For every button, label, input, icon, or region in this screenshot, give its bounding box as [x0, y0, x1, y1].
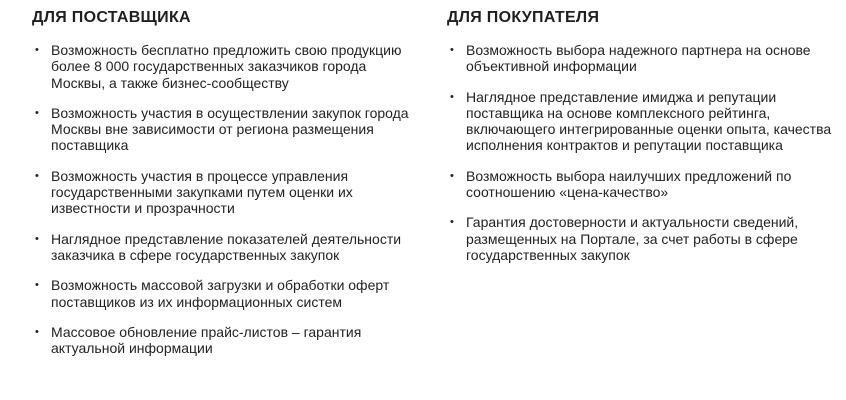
bullet: •: [450, 169, 454, 182]
list-item-text: Возможность массовой загрузки и обработки оферт поставщиков из их информационных систем: [51, 277, 390, 310]
buyer-column: [447, 0, 842, 277]
bullet: •: [35, 106, 39, 119]
supplier-column: [32, 0, 412, 370]
bullet: •: [35, 232, 39, 245]
bullet: •: [35, 44, 39, 56]
list-item: [447, 89, 842, 154]
list-item-text: Возможность участия в процессе управления государственными закупками путем оценки их известности и прозрачности: [51, 167, 353, 217]
bullet: •: [450, 44, 454, 56]
list-item-text: Гарантия достоверности и актуальности сведений, размещенных на Портале, за счет работы в сфере государственных закупок: [466, 214, 799, 263]
list-item-text: Наглядное представление показателей деятельности заказчика в сфере государственных закупок: [51, 230, 402, 263]
bullet: •: [450, 216, 454, 229]
list-item-text: Возможность выбора надежного партнера на основе объективной информации: [466, 42, 811, 75]
list-item-text: Наглядное представление имиджа и репутации поставщика на основе комплексного рейтинга, включающего интегрированные оценки опыта, качества исполнения контрактов и репутации поставщика: [466, 88, 832, 154]
bullet: •: [35, 169, 39, 182]
supplier-benefits-list: [32, 42, 412, 356]
list-item-text: Массовое обновление прайс-листов – гарантия актуальной информации: [51, 323, 362, 357]
list-item: [447, 214, 842, 263]
list-item: [32, 168, 412, 217]
list-item: [32, 105, 412, 154]
list-item-text: Возможность выбора наилучших предложений по соотношению «цена-качество»: [466, 167, 792, 201]
supplier-heading: ДЛЯ ПОСТАВЩИКА: [32, 9, 191, 26]
list-item: [32, 42, 412, 91]
list-item: [32, 324, 412, 357]
bullet: •: [35, 325, 39, 338]
bullet: •: [35, 279, 39, 292]
list-item: [447, 42, 842, 75]
list-item: [32, 231, 412, 264]
list-item: [447, 168, 842, 201]
buyer-heading: ДЛЯ ПОКУПАТЕЛЯ: [447, 9, 600, 26]
list-item: [32, 277, 412, 310]
list-item-text: Возможность бесплатно предложить свою продукцию более 8 000 государственных заказчиков города Москвы, а также бизнес-сообществу: [51, 42, 402, 91]
list-item-text: Возможность участия в осуществлении закупок города Москвы вне зависимости от региона размещения поставщика: [51, 104, 409, 154]
buyer-benefits-list: [447, 42, 842, 263]
bullet: •: [450, 90, 454, 103]
